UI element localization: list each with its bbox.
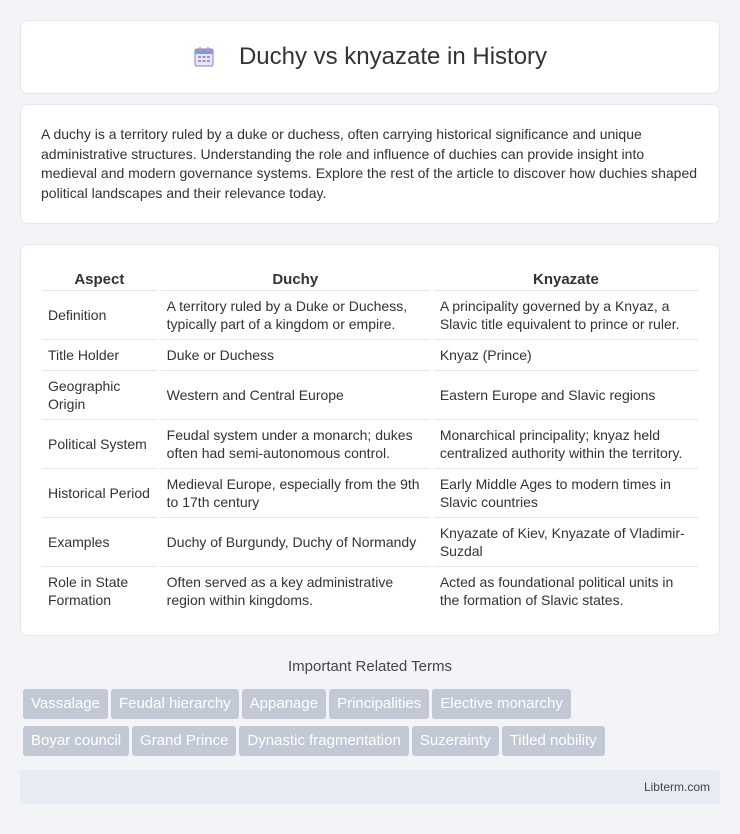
table-cell: Duchy of Burgundy, Duchy of Normandy [161,517,430,566]
related-term-tag[interactable]: Elective monarchy [432,689,571,719]
related-term-tag[interactable]: Appanage [242,689,326,719]
table-cell: Definition [42,290,157,339]
table-cell: Knyazate of Kiev, Knyazate of Vladimir-Suzdal [434,517,698,566]
page-title: Duchy vs knyazate in History [238,43,548,70]
table-cell: Feudal system under a monarch; dukes often had semi-autonomous control. [161,419,430,468]
table-cell: Role in State Formation [42,566,157,615]
related-term-tag[interactable]: Principalities [329,689,429,719]
table-row [42,290,698,339]
table-cell: Knyaz (Prince) [434,339,698,370]
header-card [20,20,720,94]
table-cell: A principality governed by a Knyaz, a Slavic title equivalent to prince or ruler. [434,290,698,339]
footer-link[interactable]: Libterm.com [643,780,710,794]
related-term-tag[interactable]: Suzerainty [412,726,499,756]
table-row [42,517,698,566]
related-term-tag[interactable]: Grand Prince [132,726,236,756]
comparison-table [38,267,702,615]
table-cell: Political System [42,419,157,468]
table-cell: Eastern Europe and Slavic regions [434,370,698,419]
table-cell: Acted as foundational political units in the formation of Slavic states. [434,566,698,615]
table-row [42,339,698,370]
table-row [42,566,698,615]
related-term-tag[interactable]: Vassalage [23,689,108,719]
table-header-row [42,267,698,290]
column-header: Knyazate [532,271,599,288]
table-cell: Geographic Origin [42,370,157,419]
table-cell: Western and Central Europe [161,370,430,419]
table-cell: Often served as a key administrative region within kingdoms. [161,566,430,615]
calendar-icon [193,46,215,68]
table-cell: Early Middle Ages to modern times in Slavic countries [434,468,698,517]
related-term-tag[interactable]: Boyar council [23,726,129,756]
table-row [42,468,698,517]
table-cell: Monarchical principality; knyaz held centralized authority within the territory. [434,419,698,468]
table-cell: Duke or Duchess [161,339,430,370]
related-term-tag[interactable]: Feudal hierarchy [111,689,239,719]
table-cell: Historical Period [42,468,157,517]
table-cell: A territory ruled by a Duke or Duchess, typically part of a kingdom or empire. [161,290,430,339]
related-terms-list [23,689,683,763]
table-cell: Examples [42,517,157,566]
related-term-tag[interactable]: Titled nobility [502,726,605,756]
related-term-tag[interactable]: Dynastic fragmentation [239,726,408,756]
table-row [42,370,698,419]
column-header: Aspect [74,271,125,288]
related-terms-title: Important Related Terms [288,658,452,675]
column-header: Duchy [272,271,319,288]
intro-card [20,104,720,224]
intro-text: A duchy is a territory ruled by a duke or duchess, often carrying historical significance and unique administrative structures. Understanding the role and influence of duchies can provide insight into medieval and modern governance systems. Explore the rest of the article to discover how duchies shaped political landscapes and their relevance today. [41,126,698,201]
table-cell: Title Holder [42,339,157,370]
table-row [42,419,698,468]
footer [20,770,720,804]
table-cell: Medieval Europe, especially from the 9th to 17th century [161,468,430,517]
comparison-card [20,244,720,636]
